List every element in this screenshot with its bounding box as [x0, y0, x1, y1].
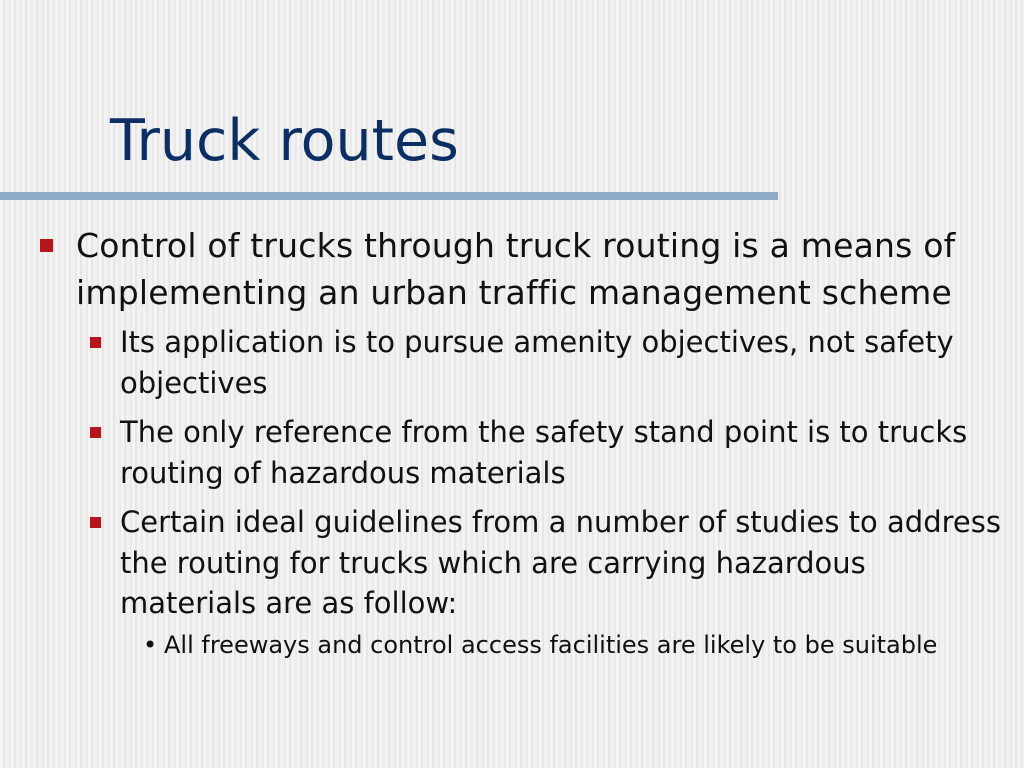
square-bullet-icon: [90, 517, 101, 528]
bullet-item-level2: [0, 502, 1004, 624]
bullet-text: Control of trucks through truck routing is a means of implementing an urban traffic management scheme: [76, 226, 956, 312]
square-bullet-icon: [90, 427, 101, 438]
bullet-item-level3: [0, 628, 984, 663]
dot-bullet-icon: •: [143, 630, 158, 659]
bullet-item-level1: [0, 222, 956, 316]
bullet-text: All freeways and control access facilities are likely to be suitable: [164, 630, 938, 659]
bullet-list: [0, 222, 1024, 662]
bullet-text: Certain ideal guidelines from a number of studies to address the routing for trucks which are carrying hazardous materials are as follow:: [120, 505, 1001, 620]
title-underline: [0, 192, 778, 200]
square-bullet-icon: [90, 337, 101, 348]
bullet-item-level2: [0, 322, 1004, 403]
square-bullet-icon: [40, 239, 53, 252]
bullet-text: Its application is to pursue amenity objectives, not safety objectives: [120, 325, 954, 400]
bullet-item-level2: [0, 412, 1004, 493]
slide-title: Truck routes: [110, 108, 459, 174]
bullet-text: The only reference from the safety stand point is to trucks routing of hazardous materials: [120, 415, 968, 490]
